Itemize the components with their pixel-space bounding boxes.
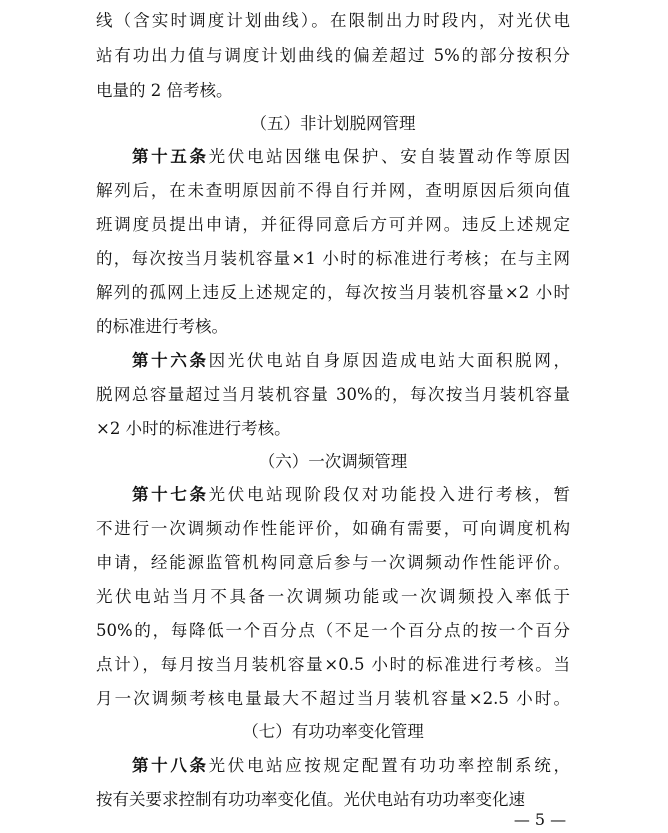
article-15-label: 第十五条 [132, 147, 209, 166]
intro-line-2: 站有功出力值与调度计划曲线的偏差超过 5%的部分按积分 [96, 46, 570, 65]
article-17-line-4: 光伏电站当月不具备一次调频功能或一次调频投入率低于 [96, 587, 570, 606]
article-16-line-1: 因光伏电站自身原因造成电站大面积脱网， [208, 351, 571, 370]
article-17-line-3: 申请，经能源监管机构同意后参与一次调频动作性能评价。 [96, 553, 570, 572]
article-17-line-5: 50%的，每降低一个百分点（不足一个百分点的按一个百分 [96, 621, 570, 640]
article-15-line-4: 的，每次按当月装机容量×1 小时的标准进行考核；在与主网 [96, 249, 570, 268]
intro-line-3: 电量的 2 倍考核。 [96, 81, 233, 100]
article-17-label: 第十七条 [132, 485, 209, 504]
section-5-title: （五）非计划脱网管理 [250, 114, 416, 133]
article-17-line-7: 月一次调频考核电量最大不超过当月装机容量×2.5 小时。 [96, 689, 570, 708]
article-16-label: 第十六条 [132, 351, 209, 370]
article-17-line-1: 光伏电站现阶段仅对功能投入进行考核，暂 [208, 485, 571, 504]
article-18-line-1: 光伏电站应按规定配置有功功率控制系统， [208, 756, 571, 775]
article-15-line-3: 班调度员提出申请，并征得同意后方可并网。违反上述规定 [96, 215, 570, 234]
article-18-first-line [96, 755, 570, 777]
page-number: — 5 — [513, 810, 567, 829]
article-18-label: 第十八条 [132, 756, 209, 775]
section-7-title: （七）有功功率变化管理 [242, 722, 424, 741]
section-6-title: （六）一次调频管理 [258, 452, 408, 471]
article-16-line-3: ×2 小时的标准进行考核。 [96, 419, 291, 438]
article-15-line-2: 解列后，在未查明原因前不得自行并网，查明原因后须向值 [96, 181, 570, 200]
article-18-line-2: 按有关要求控制有功功率变化值。光伏电站有功功率变化速 [96, 790, 525, 809]
article-16-first-line [96, 350, 570, 372]
article-16-line-2: 脱网总容量超过当月装机容量 30%的，每次按当月装机容量 [96, 385, 570, 404]
article-17-line-2: 不进行一次调频动作性能评价，如确有需要，可向调度机构 [96, 519, 570, 538]
intro-line-1: 线（含实时调度计划曲线）。在限制出力时段内，对光伏电 [96, 11, 570, 30]
article-15-line-6: 的标准进行考核。 [96, 317, 228, 336]
article-17-first-line [96, 484, 570, 506]
article-15-first-line [96, 146, 570, 168]
article-15-line-1: 光伏电站因继电保护、安自装置动作等原因 [208, 147, 571, 166]
article-15-line-5: 解列的孤网上违反上述规定的，每次按当月装机容量×2 小时 [96, 283, 570, 302]
article-17-line-6: 点计），每月按当月装机容量×0.5 小时的标准进行考核。当 [96, 655, 570, 674]
